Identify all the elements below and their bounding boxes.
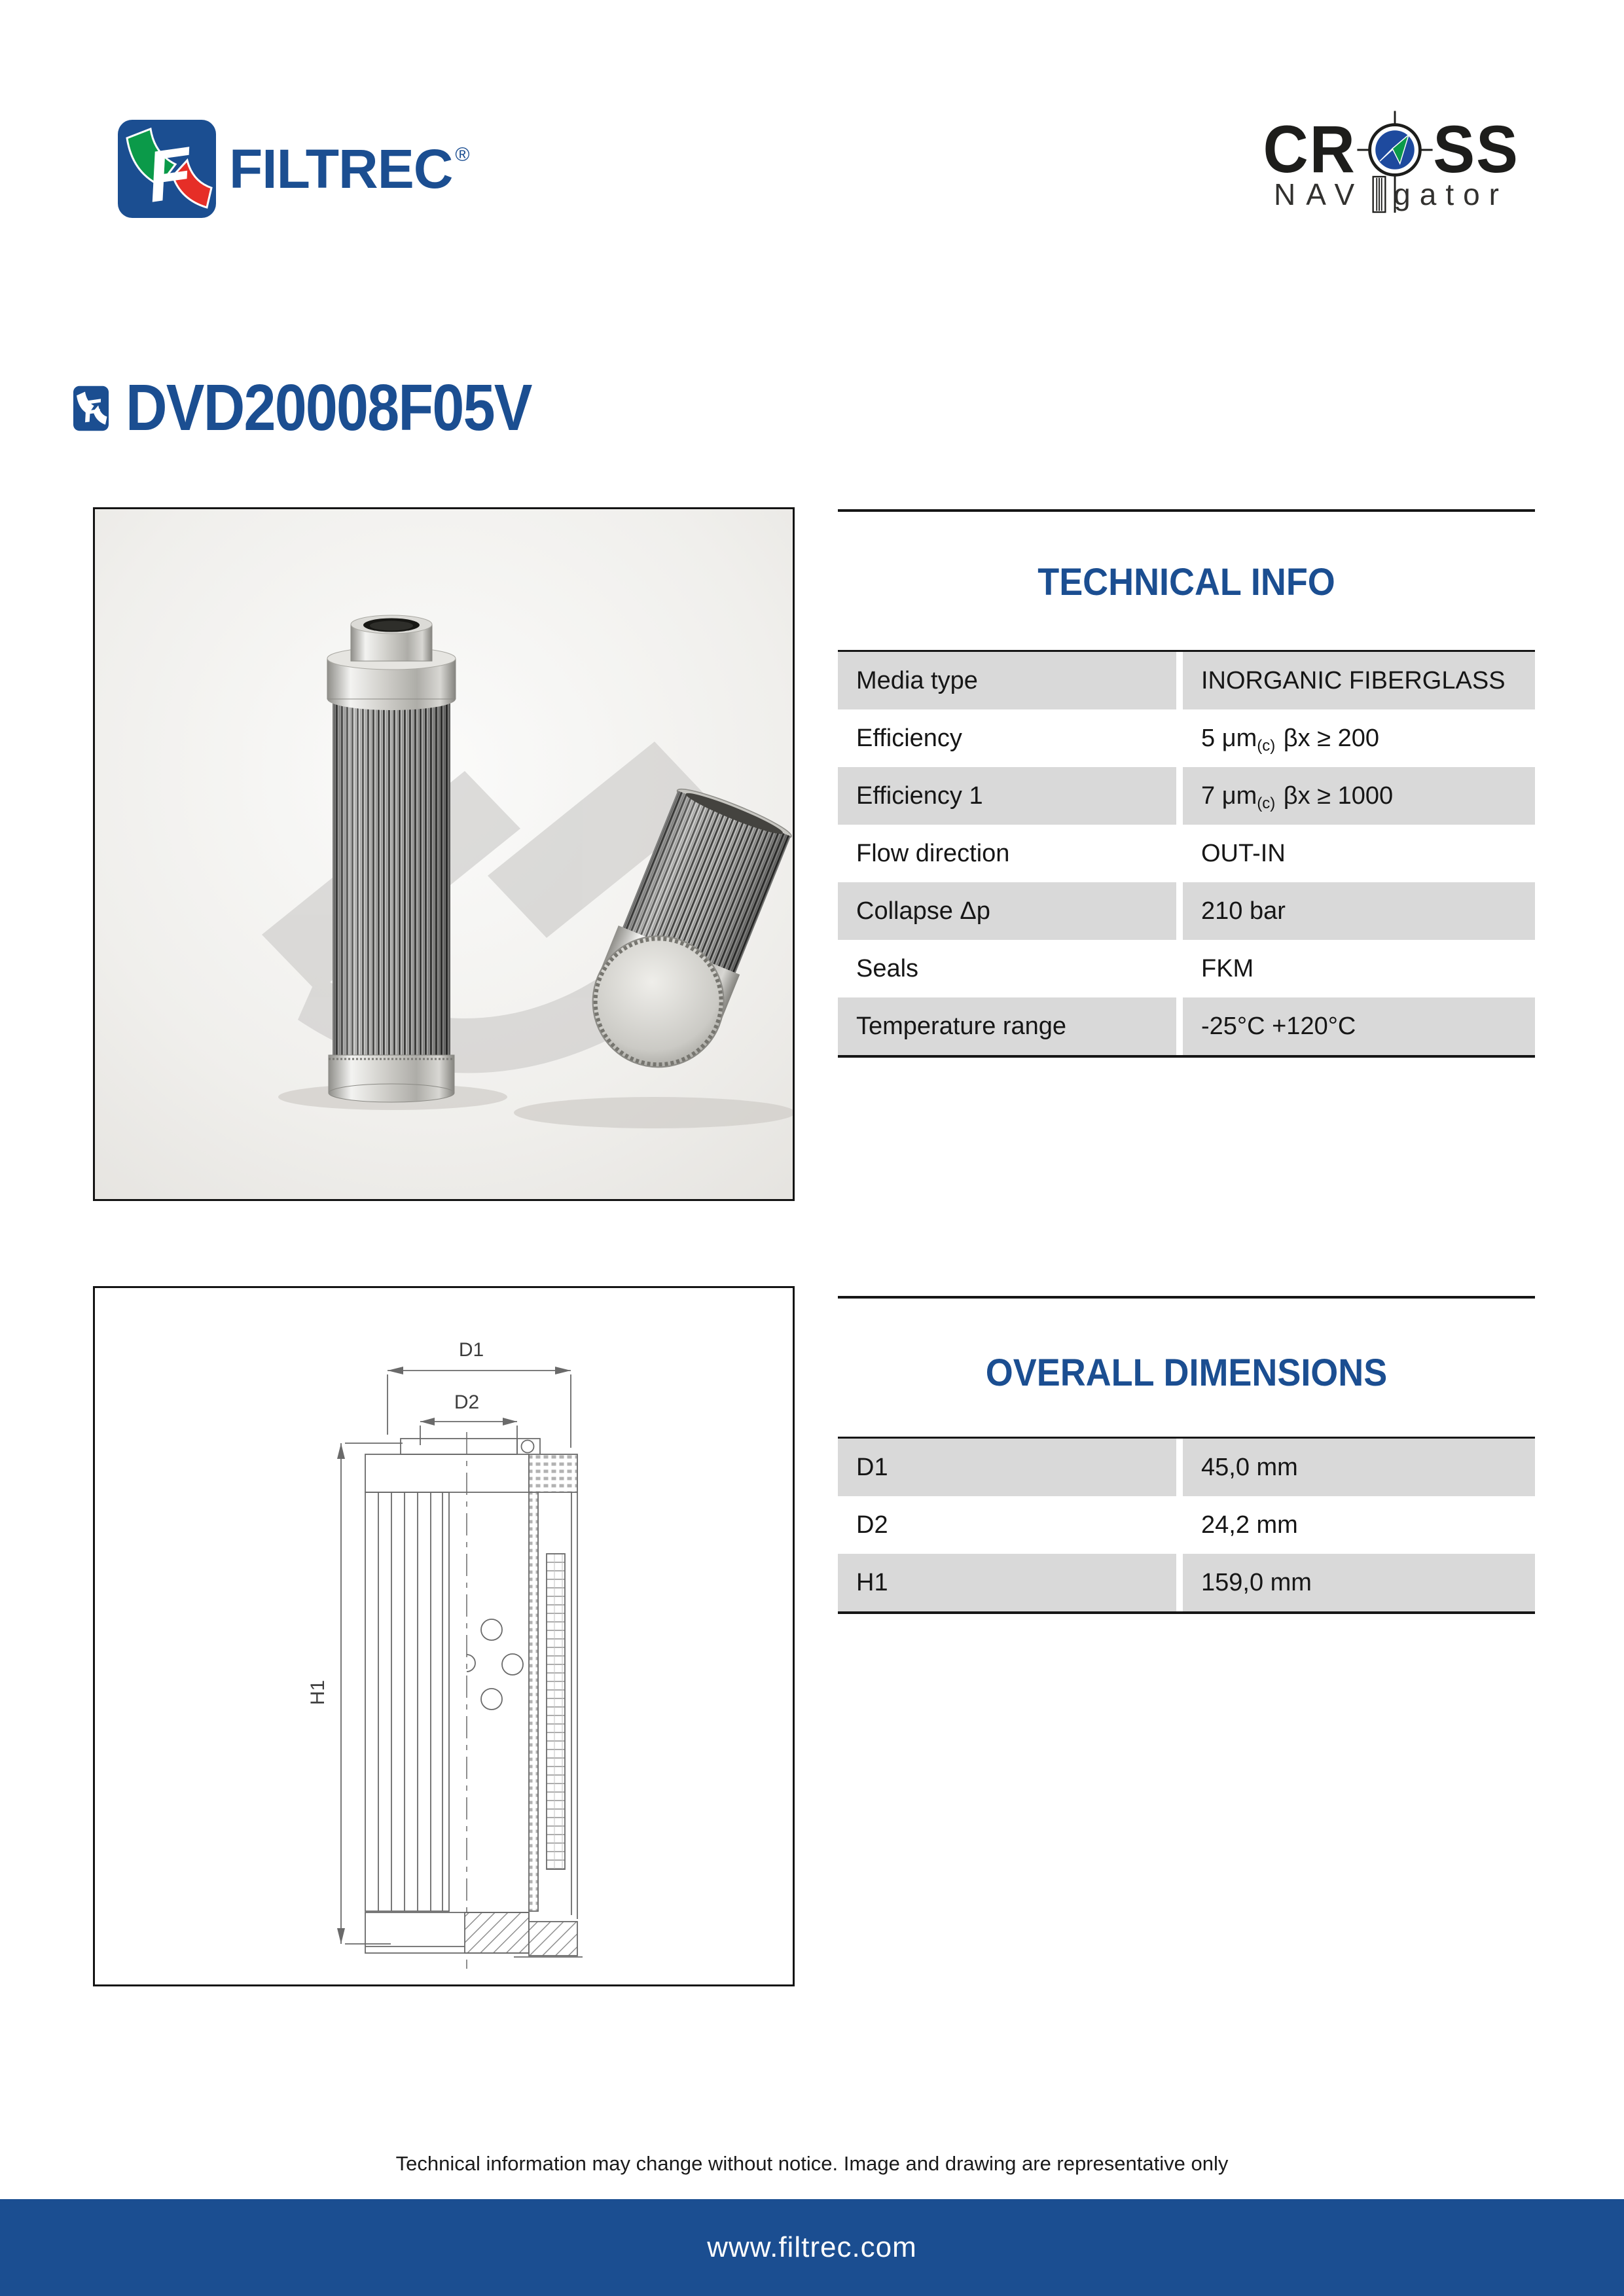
table-row (838, 882, 1535, 940)
table-row (838, 1439, 1535, 1496)
registered-trademark: ® (455, 144, 470, 166)
technical-info-section (838, 509, 1535, 1058)
row-label: Collapse Δp (838, 882, 1176, 940)
table-row (838, 1554, 1535, 1611)
table-row (838, 825, 1535, 882)
row-label: Temperature range (838, 997, 1176, 1055)
row-label: Flow direction (856, 839, 1010, 867)
row-label: D1 (838, 1439, 1176, 1496)
product-code: DVD20008F05V (126, 371, 532, 444)
dimension-label-h1: H1 (307, 1679, 329, 1706)
filtrec-logo (118, 120, 470, 218)
table-row (838, 767, 1535, 825)
disclaimer-text: Technical information may change without notice. Image and drawing are representative only (395, 2152, 1229, 2175)
product-photo-panel (93, 507, 795, 1201)
product-logo-icon (73, 386, 109, 431)
row-value: INORGANIC FIBERGLASS (1183, 652, 1535, 709)
row-value: OUT-IN (1201, 839, 1286, 867)
dimension-label-d2: D2 (454, 1391, 480, 1413)
row-value: 159,0 mm (1183, 1554, 1535, 1611)
table-row (838, 1496, 1535, 1554)
overall-dimensions-table (838, 1437, 1535, 1614)
row-label: D2 (856, 1511, 888, 1539)
nav-text: NAV (1273, 177, 1365, 211)
row-label: Seals (856, 954, 919, 982)
row-label: Efficiency (856, 724, 962, 752)
row-value: FKM (1201, 954, 1254, 982)
row-value: 45,0 mm (1183, 1439, 1535, 1496)
gator-text: gator (1394, 177, 1509, 211)
table-row (838, 652, 1535, 709)
filter-element-vertical (327, 615, 456, 1102)
cross-text-right: SS (1432, 112, 1519, 187)
table-row (838, 997, 1535, 1055)
technical-info-table (838, 650, 1535, 1058)
cross-navigator-logo (1247, 111, 1535, 214)
column-icon (1370, 175, 1388, 214)
technical-info-title: TECHNICAL INFO (1038, 561, 1335, 603)
table-row (838, 709, 1535, 767)
cross-text-left: CR (1263, 112, 1357, 187)
overall-dimensions-section (838, 1296, 1535, 1614)
product-header (73, 370, 586, 446)
table-row (838, 940, 1535, 997)
row-value: 7 μm $_{(c)}$ βx ≥ 1000 (1183, 767, 1535, 825)
product-photo (95, 509, 793, 1199)
row-label: Efficiency 1 (838, 767, 1176, 825)
overall-dimensions-title: OVERALL DIMENSIONS (985, 1352, 1388, 1394)
svg-text:F: F (81, 392, 104, 429)
row-label: Media type (838, 652, 1176, 709)
drawing-panel (93, 1286, 795, 1986)
dimension-label-d1: D1 (458, 1339, 484, 1361)
row-value: 24,2 mm (1201, 1511, 1298, 1539)
row-value: -25°C +120°C (1183, 997, 1535, 1055)
website-text: www.filtrec.com (707, 2231, 917, 2263)
footer-bar (0, 2199, 1624, 2296)
compass-icon (1363, 118, 1426, 181)
row-value: 5 μm $_{(c)}$ βx ≥ 200 (1201, 724, 1380, 755)
filtrec-logo-icon (118, 120, 216, 218)
technical-drawing (95, 1288, 793, 1984)
row-label: H1 (838, 1554, 1176, 1611)
svg-text:F: F (142, 132, 197, 218)
row-value: 210 bar (1183, 882, 1535, 940)
filtrec-wordmark: FILTREC (229, 137, 453, 200)
